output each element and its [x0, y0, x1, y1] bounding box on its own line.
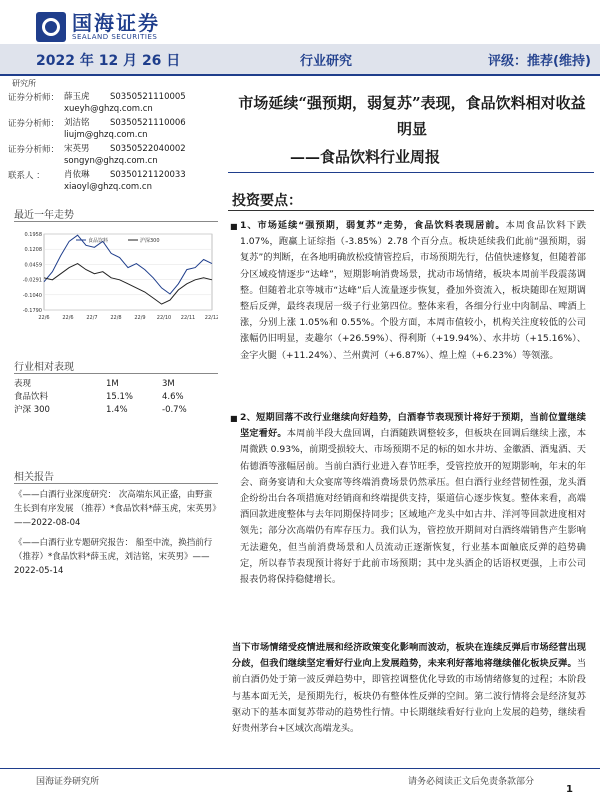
brand-name-cn: 国海证券 — [72, 11, 160, 35]
analyst-name: 薛玉虎 — [64, 92, 90, 102]
brand-name-en: SEALAND SECURITIES — [72, 33, 158, 41]
x-tick-label: 22/11 — [180, 315, 196, 321]
table-cell: 15.1% — [106, 392, 134, 402]
brand-logo — [36, 10, 160, 44]
y-tick-label: -0.0291 — [22, 277, 42, 284]
table-cell: 食品饮料 — [14, 392, 49, 402]
analyst-name: 宋英男 — [64, 144, 90, 154]
report-subtitle: ——食品饮料行业周报 — [290, 148, 441, 166]
analyst-email[interactable]: xiaoyl@ghzq.com.cn — [64, 182, 152, 192]
page-number: 1 — [566, 784, 573, 795]
paragraph-1-body: 本周食品饮料下跌 1.07%，跑赢上证综指（-3.85%）2.78 个百分点。板块延续我们此前“强预期，弱复苏”的判断，在各地明确放松疫情管控后，市场预期先行，估值快速修复，但随着部分区域疫情逐步“达峰”，短期影响消费场景，扰动市场情绪，板块本周前半段震荡调整。但随着北京等城市“达峰”后人流量逐步恢复，叠加外资流入，板块随即在短期调整后反弹，最终表现居一级子行业第四位。整体来看，各细分行业中肉制品、啤酒上涨，分别上涨 1.05%和 0.55%。个股方面，本周市值较小，机构关注度较低的公司涨幅仍旧明显，麦趣尔（+26.59%）、得利斯（+19.94%）、水井坊（+15.16%）、金字火腿（+11.24%）、兰州黄河（+6.87%）、煌上煌（+6.23%）等领涨。 — [240, 220, 587, 361]
analyst-cert: S0350521110005 — [110, 92, 186, 102]
table-cell: 沪深 300 — [14, 405, 50, 415]
paragraph-2-lead: 2、短期回落不改行业继续向好趋势，白酒春节表现预计将好于预期，当前位置继续坚定看好。 — [240, 412, 586, 440]
chart-frame — [44, 234, 212, 310]
analyst-name: 肖依琳 — [64, 170, 90, 180]
paragraph-3-lead: 当下市场情绪受疫情进展和经济政策变化影响而波动，板块在连续反弹后市场经营出现分歧，但我们继续坚定看好行业向上发展趋势，未来利好落地将继续催化板块反弹。 — [232, 642, 586, 670]
analyst-cert: S0350121120033 — [110, 170, 186, 180]
legend-label: 沪深300 — [140, 238, 160, 244]
y-tick-label: 0.0459 — [24, 262, 42, 269]
related-report-item[interactable]: 《——白酒行业深度研究： 次高端东风正盛，由野蛮生长到有序发展 （推荐）*食品饮料*薛玉虎，宋英男》——2022-08-04 — [14, 490, 217, 528]
analyst-cert: S0350521110006 — [110, 118, 186, 128]
report-title: 市场延续“强预期，弱复苏”表现，食品饮料相对收益明显 — [238, 94, 586, 138]
y-tick-label: -0.1040 — [22, 292, 42, 299]
table-header-row — [14, 378, 218, 391]
footer-institute: 国海证券研究所 — [36, 777, 100, 787]
section-divider — [14, 373, 218, 374]
x-tick-label: 22/8 — [110, 315, 122, 321]
footer-divider — [0, 768, 600, 769]
x-tick-label: 22/7 — [86, 315, 98, 321]
report-type: 行业研究 — [300, 54, 353, 69]
table-cell: 4.6% — [162, 392, 184, 402]
analyst-entry — [8, 169, 218, 193]
x-tick-label: 22/9 — [134, 315, 146, 321]
y-tick-label: 0.1208 — [24, 247, 42, 254]
table-header-cell: 3M — [162, 379, 175, 389]
analyst-email[interactable]: liujm@ghzq.com.cn — [64, 130, 148, 140]
related-reports-title: 相关报告 — [14, 472, 54, 483]
table-cell: 1.4% — [106, 405, 128, 415]
brand-logo-icon — [36, 12, 66, 42]
analyst-entry — [8, 117, 218, 141]
investment-divider — [228, 210, 594, 211]
chart-section-title: 最近一年走势 — [14, 210, 74, 221]
paragraph-1 — [240, 218, 586, 364]
trend-chart — [14, 228, 218, 328]
x-tick-label: 22/12 — [204, 315, 218, 321]
report-rating: 评级：推荐(维持) — [488, 54, 591, 69]
bullet-square-icon: ■ — [230, 222, 238, 231]
table-cell: -0.7% — [162, 405, 187, 415]
related-report-item[interactable]: 《——白酒行业专题研究报告： 船至中流，换挡前行 （推荐）*食品饮料*薛玉虎，刘洁铭，宋英男》——2022-05-14 — [14, 538, 213, 576]
analyst-role: 证券分析师： — [8, 119, 60, 129]
bullet-square-icon: ■ — [230, 414, 238, 423]
performance-table — [14, 378, 218, 417]
table-header-cell: 1M — [106, 379, 119, 389]
y-tick-label: 0.1958 — [24, 232, 42, 238]
footer-disclaimer: 请务必阅读正文后免责条款部分 — [408, 777, 535, 787]
x-tick-label: 22/10 — [156, 315, 172, 321]
performance-title: 行业相对表现 — [14, 362, 74, 373]
paragraph-3 — [232, 640, 586, 737]
paragraph-2-body: 本周前半段大盘回调，白酒随跌调整较多，但板块在回调后继续上涨，本周微跌 0.93%，前期受损较大、市场预期不足的标的如水井坊、金徽酒、酒鬼酒、天佑德酒等涨幅居前。当前白酒行业进入春节旺季，受管控放开的短期影响，年末的年会、商务宴请和大众宴席等终端消费场景仍然承压。但白酒行业经营韧性强，龙头酒企纷纷出台各项措施对经销商和终端提供支持，渠道信心逐步恢复。整体来看，高端酒回款进度整体与去年同期保持同步；区域地产龙头中如古井、洋河等回款进度相对领先；部分次高端仍有库存压力。我们认为，管控放开期间对白酒终端销售产生影响无法避免，但当前消费场景和人员流动正逐渐恢复，行业基本面触底反弹的趋势确定，所以春节表现预计将好于此前市场预期；其中龙头酒企的话语权更强，上市公司报表仍将保持稳健增长。 — [240, 428, 587, 586]
paragraph-3-body: 当前白酒仍处于第一波反弹趋势中，即管控调整优化导致的市场情绪修复的过程；本阶段与基本面无关，是预期先行，板块仍有整体性反弹的空间。第二波行情将会是经济复苏驱动下的基本面复苏带动的趋势性行情。中长期继续看好行业向上发展的趋势，继续看好贵州茅台+区域次高端龙头。 — [232, 658, 586, 735]
table-row — [14, 404, 218, 417]
analyst-entry — [8, 143, 218, 167]
x-tick-label: 22/6 — [62, 315, 74, 321]
x-tick-label: 22/6 — [38, 315, 50, 321]
trend-chart-svg — [14, 228, 218, 328]
table-header-cell: 表现 — [14, 379, 32, 389]
analyst-name: 刘洁铭 — [64, 118, 90, 128]
analyst-heading: 研究所 — [12, 79, 36, 88]
related-reports-list — [14, 488, 218, 578]
legend-label: 食品饮料 — [88, 238, 109, 244]
investment-points-heading: 投资要点： — [232, 193, 302, 209]
analyst-entry — [8, 91, 218, 115]
section-divider — [14, 483, 218, 484]
paragraph-2 — [240, 410, 586, 588]
header-divider — [0, 74, 600, 76]
section-divider — [14, 221, 218, 222]
analyst-email[interactable]: songyn@ghzq.com.cn — [64, 156, 158, 166]
analyst-panel — [8, 78, 218, 193]
y-tick-label: -0.1790 — [22, 308, 42, 314]
title-divider — [228, 172, 594, 173]
analyst-role: 证券分析师： — [8, 93, 60, 103]
table-row — [14, 391, 218, 404]
paragraph-1-lead: 1、市场延续“强预期，弱复苏”走势，食品饮料表现居前。 — [240, 220, 506, 231]
analyst-role: 证券分析师： — [8, 145, 60, 155]
analyst-cert: S0350522040002 — [110, 144, 186, 154]
analyst-role: 联系人 ： — [8, 171, 45, 181]
analyst-email[interactable]: xueyh@ghzq.com.cn — [64, 104, 153, 114]
report-date: 2022 年 12 月 26 日 — [36, 53, 181, 69]
